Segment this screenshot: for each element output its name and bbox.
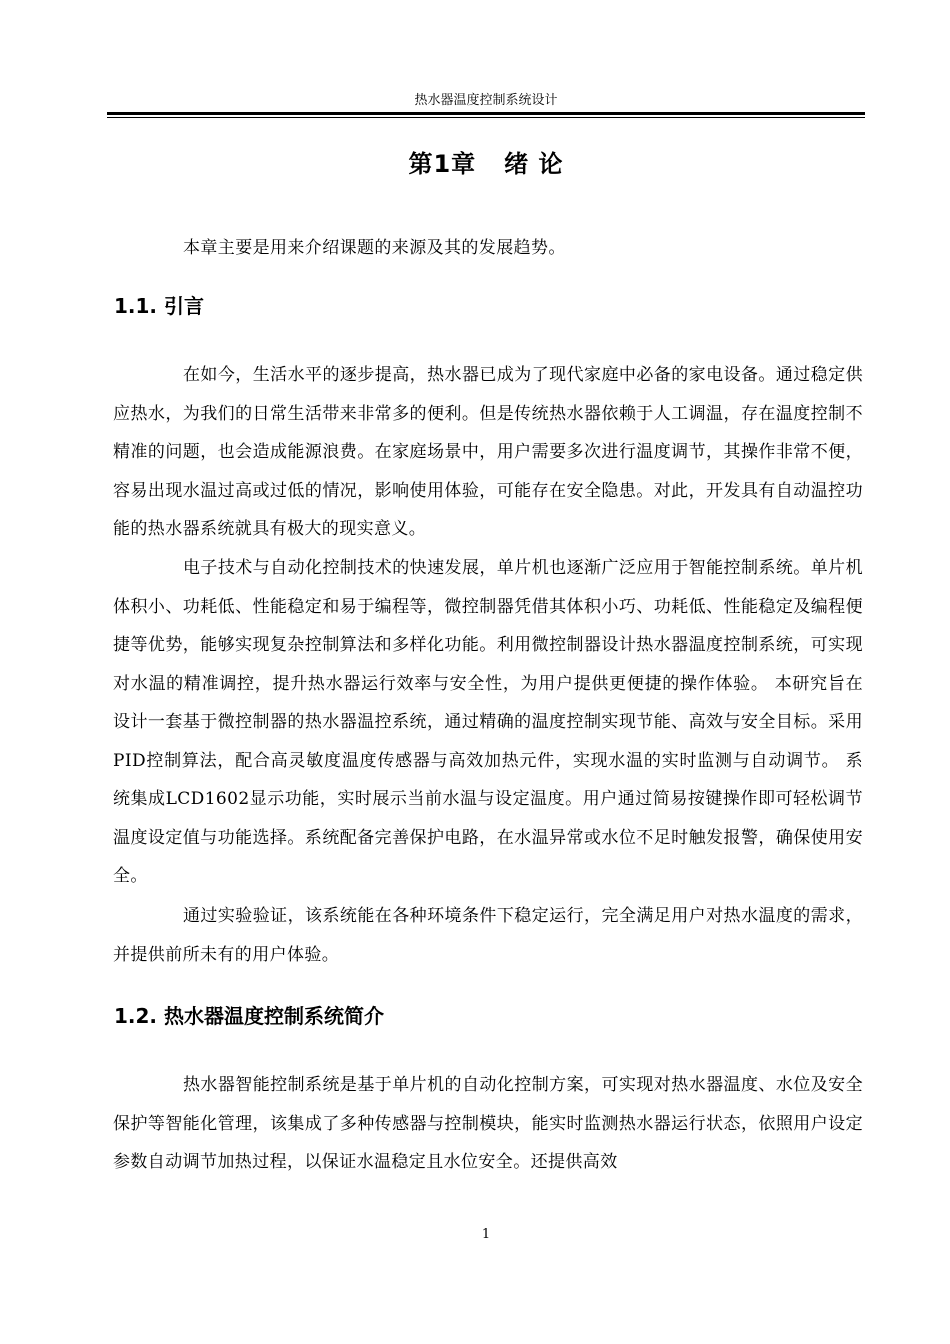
header-rule-thick	[107, 112, 865, 115]
chapter-title	[107, 148, 865, 180]
page-header: 热水器温度控制系统设计	[414, 93, 558, 108]
section-heading-1-2: 1.2. 热水器温度控制系统简介	[114, 1004, 384, 1028]
chapter-number: 第1章	[408, 150, 477, 178]
paragraph-1-2-a: 热水器智能控制系统是基于单片机的自动化控制方案，可实现对热水器温度、水位及安全保护等智能化管理，该集成了多种传感器与控制模块，能实时监测热水器运行状态，依照用户设定参数自动调节加热过程，以保证水温稳定且水位安全。还提供高效	[113, 1075, 863, 1172]
chapter-name: 绪 论	[504, 150, 564, 178]
paragraph-1-1-b: 电子技术与自动化控制技术的快速发展，单片机也逐渐广泛应用于智能控制系统。单片机体积小、功耗低、性能稳定和易于编程等，微控制器凭借其体积小巧、功耗低、性能稳定及编程便捷等优势，能够实现复杂控制算法和多样化功能。利用微控制器设计热水器温度控制系统，可实现对水温的精准调控，提升热水器运行效率与安全性，为用户提供更便捷的操作体验。 本研究旨在设计一套基于微控制器的热水器温控系统，通过精确的温度控制实现节能、高效与安全目标。采用PID控制算法，配合高灵敏度温度传感器与高效加热元件，实现水温的实时监测与自动调节。 系统集成LCD1602显示功能，实时展示当前水温与设定温度。用户通过简易按键操作即可轻松调节温度设定值与功能选择。系统配备完善保护电路，在水温异常或水位不足时触发报警，确保使用安全。	[113, 558, 863, 886]
paragraph-1-1-c: 通过实验验证，该系统能在各种环境条件下稳定运行，完全满足用户对热水温度的需求，并提供前所未有的用户体验。	[113, 906, 863, 965]
page-number: 1	[481, 1227, 491, 1242]
header-rule-thin	[107, 117, 865, 118]
section-heading-1-1: 1.1. 引言	[114, 294, 204, 318]
chapter-intro: 本章主要是用来介绍课题的来源及其的发展趋势。	[183, 238, 566, 258]
paragraph-1-1-a: 在如今，生活水平的逐步提高，热水器已成为了现代家庭中必备的家电设备。通过稳定供应热水，为我们的日常生活带来非常多的便利。但是传统热水器依赖于人工调温，存在温度控制不精准的问题，也会造成能源浪费。在家庭场景中，用户需要多次进行温度调节，其操作非常不便，容易出现水温过高或过低的情况，影响使用体验，可能存在安全隐患。对此，开发具有自动温控功能的热水器系统就具有极大的现实意义。	[113, 365, 863, 539]
